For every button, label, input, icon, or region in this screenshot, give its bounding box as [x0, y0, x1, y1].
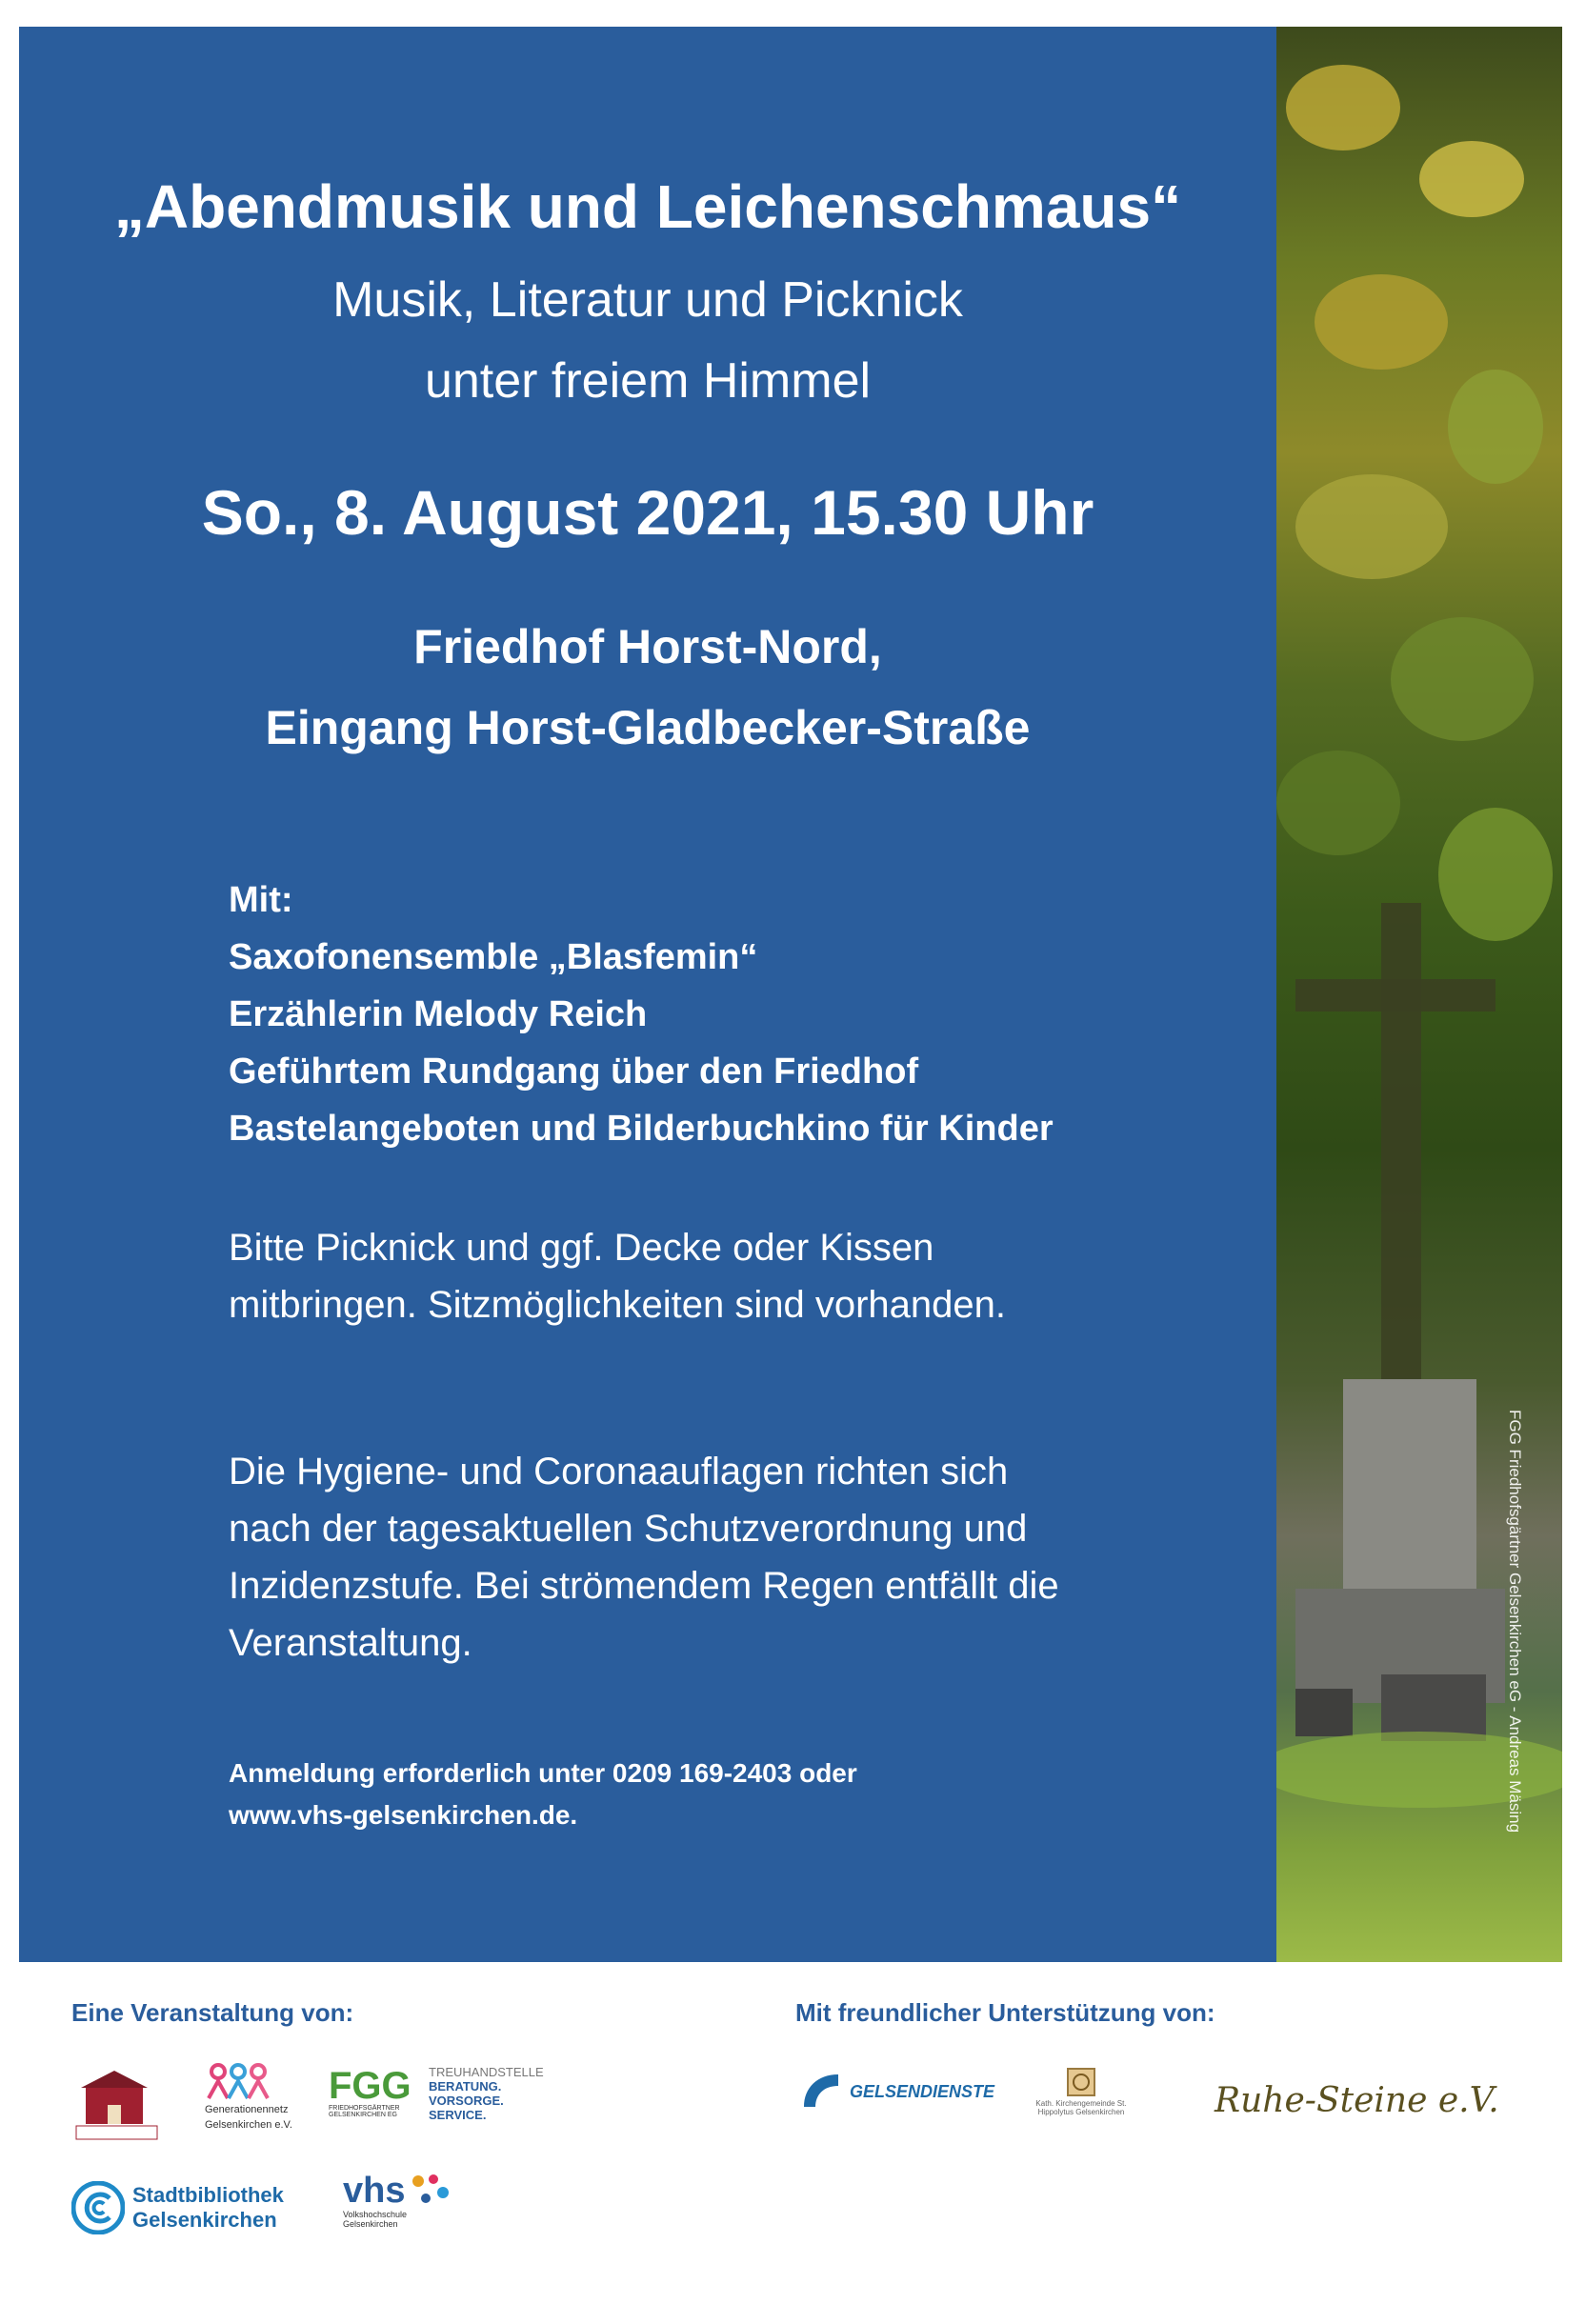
treuhandstelle-logo: TREUHANDSTELLE BERATUNG. VORSORGE. SERVICE.	[429, 2065, 544, 2122]
picnic-note-line1: Bitte Picknick und ggf. Decke oder Kissen	[229, 1227, 934, 1269]
gelsendienste-logo: GELSENDIENSTE	[800, 2069, 994, 2114]
vhs-dots-icon	[411, 2174, 451, 2208]
program-item: Geführtem Rundgang über den Friedhof	[229, 1052, 919, 1092]
initiative-logo	[71, 2067, 167, 2143]
event-subtitle-line1: Musik, Literatur und Picknick	[332, 272, 963, 328]
ruhe-steine-logo: Ruhe-Steine e.V.	[1215, 2081, 1499, 2120]
people-icon	[205, 2062, 271, 2100]
supporters-heading: Mit freundlicher Unterstützung von:	[795, 1998, 1215, 2027]
registration-link[interactable]: www.vhs-gelsenkirchen.de.	[229, 1800, 578, 1830]
venue-line1: Friedhof Horst-Nord,	[413, 620, 882, 673]
picnic-note-line2: mitbringen. Sitzmöglichkeiten sind vorhanden.	[229, 1284, 1006, 1326]
stadtbibliothek-logo: Stadtbibliothek Gelsenkirchen	[71, 2181, 284, 2234]
gelsendienste-icon	[800, 2069, 842, 2114]
program-heading: Mit:	[229, 880, 293, 920]
hygiene-note-line: nach der tagesaktuellen Schutzverordnung und	[229, 1508, 1028, 1550]
generationennetz-logo: Generationennetz Gelsenkirchen e.V.	[205, 2062, 300, 2133]
hygiene-note-line: Die Hygiene- und Coronaauflagen richten sich	[229, 1451, 1009, 1493]
event-title: „Abendmusik und Leichenschmaus“	[113, 172, 1182, 241]
library-swirl-icon	[71, 2181, 125, 2234]
registration-line1: Anmeldung erforderlich unter 0209 169-2403 oder	[229, 1758, 857, 1788]
venue-line2: Eingang Horst-Gladbecker-Straße	[265, 701, 1031, 754]
event-subtitle-line2: unter freiem Himmel	[424, 353, 872, 409]
program-item: Erzählerin Melody Reich	[229, 994, 648, 1034]
organizers-heading: Eine Veranstaltung von:	[71, 1998, 354, 2027]
hygiene-note-line: Veranstaltung.	[229, 1622, 472, 1664]
vhs-logo: vhs Volkshochschule Gelsenkirchen	[343, 2172, 451, 2229]
event-date: So., 8. August 2021, 15.30 Uhr	[201, 477, 1094, 548]
photo-credit: FGG Friedhofsgärtner Gelsenkirchen eG - Andreas Mäsing	[1506, 1410, 1524, 1833]
hygiene-note-line: Inzidenzstufe. Bei strömendem Regen entfällt die	[229, 1565, 1059, 1607]
cross-shape	[1381, 903, 1421, 1398]
steinmetz-logo: Kath. Kirchengemeinde St. Hippolytus Gelsenkirchen	[1029, 2067, 1134, 2116]
church-seal-icon	[1066, 2067, 1096, 2097]
program-item: Bastelangeboten und Bilderbuchkino für Kinder	[229, 1109, 1054, 1149]
fgg-logo: FGG FRIEDHOFSGÄRTNER GELSENKIRCHEN EG	[329, 2065, 412, 2118]
program-item: Saxofonensemble „Blasfemin“	[229, 937, 758, 977]
